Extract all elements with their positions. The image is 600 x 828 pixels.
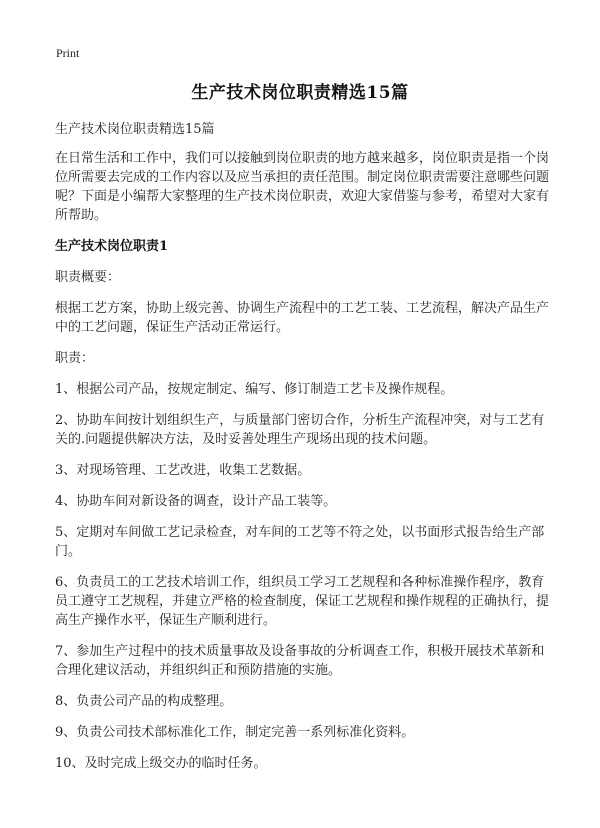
duties-label: 职责： bbox=[55, 351, 95, 366]
duty-item: 5、定期对车间做工艺记录检查，对车间的工艺等不符之处，以书面形式报告给生产部门。 bbox=[55, 525, 545, 559]
section-heading: 生产技术岗位职责1 bbox=[55, 239, 169, 254]
duty-item: 1、根据公司产品，按规定制定、编写、修订制造工艺卡及操作规程。 bbox=[55, 382, 454, 397]
duty-item: 4、协助车间对新设备的调查，设计产品工装等。 bbox=[55, 494, 337, 509]
duty-item: 6、负责员工的工艺技术培训工作，组织员工学习工艺规程和各种标准操作程序，教育员工遵守工艺规程，并建立严格的检查制度，保证工艺规程和操作规程的正确执行，提高生产操作水平，保证生产顺利进行。 bbox=[55, 575, 550, 628]
print-link[interactable]: Print bbox=[56, 46, 80, 60]
duty-item: 7、参加生产过程中的技术质量事故及设备事故的分析调查工作，积极开展技术革新和合理化建议活动，并组织纠正和预防措施的实施。 bbox=[55, 644, 545, 678]
duty-item: 8、负责公司产品的构成整理。 bbox=[55, 694, 233, 709]
document-body bbox=[55, 120, 550, 785]
duty-item: 10、及时完成上级交办的临时任务。 bbox=[55, 756, 267, 771]
duty-item: 9、负责公司技术部标准化工作，制定完善一系列标准化资料。 bbox=[55, 725, 415, 740]
overview-text: 根据工艺方案，协助上级完善、协调生产流程中的工艺工装、工艺流程，解决产品生产中的工艺问题，保证生产活动正常运行。 bbox=[55, 301, 550, 335]
overview-label: 职责概要： bbox=[55, 270, 121, 285]
intro-paragraph: 在日常生活和工作中，我们可以接触到岗位职责的地方越来越多，岗位职责是指一个岗位所需要去完成的工作内容以及应当承担的责任范围。制定岗位职责需要注意哪些问题呢？下面是小编帮大家整理的生产技术岗位职责，欢迎大家借鉴与参考，希望对大家有所帮助。 bbox=[55, 151, 550, 223]
duty-list bbox=[55, 380, 550, 773]
duty-item: 3、对现场管理、工艺改进，收集工艺数据。 bbox=[55, 463, 311, 478]
duty-item: 2、协助车间按计划组织生产，与质量部门密切合作，分析生产流程冲突，对与工艺有关的.问题提供解决方法，及时妥善处理生产现场出现的技术问题。 bbox=[55, 413, 545, 447]
page-title: 生产技术岗位职责精选15篇 bbox=[191, 83, 409, 103]
document-subtitle: 生产技术岗位职责精选15篇 bbox=[55, 122, 215, 137]
